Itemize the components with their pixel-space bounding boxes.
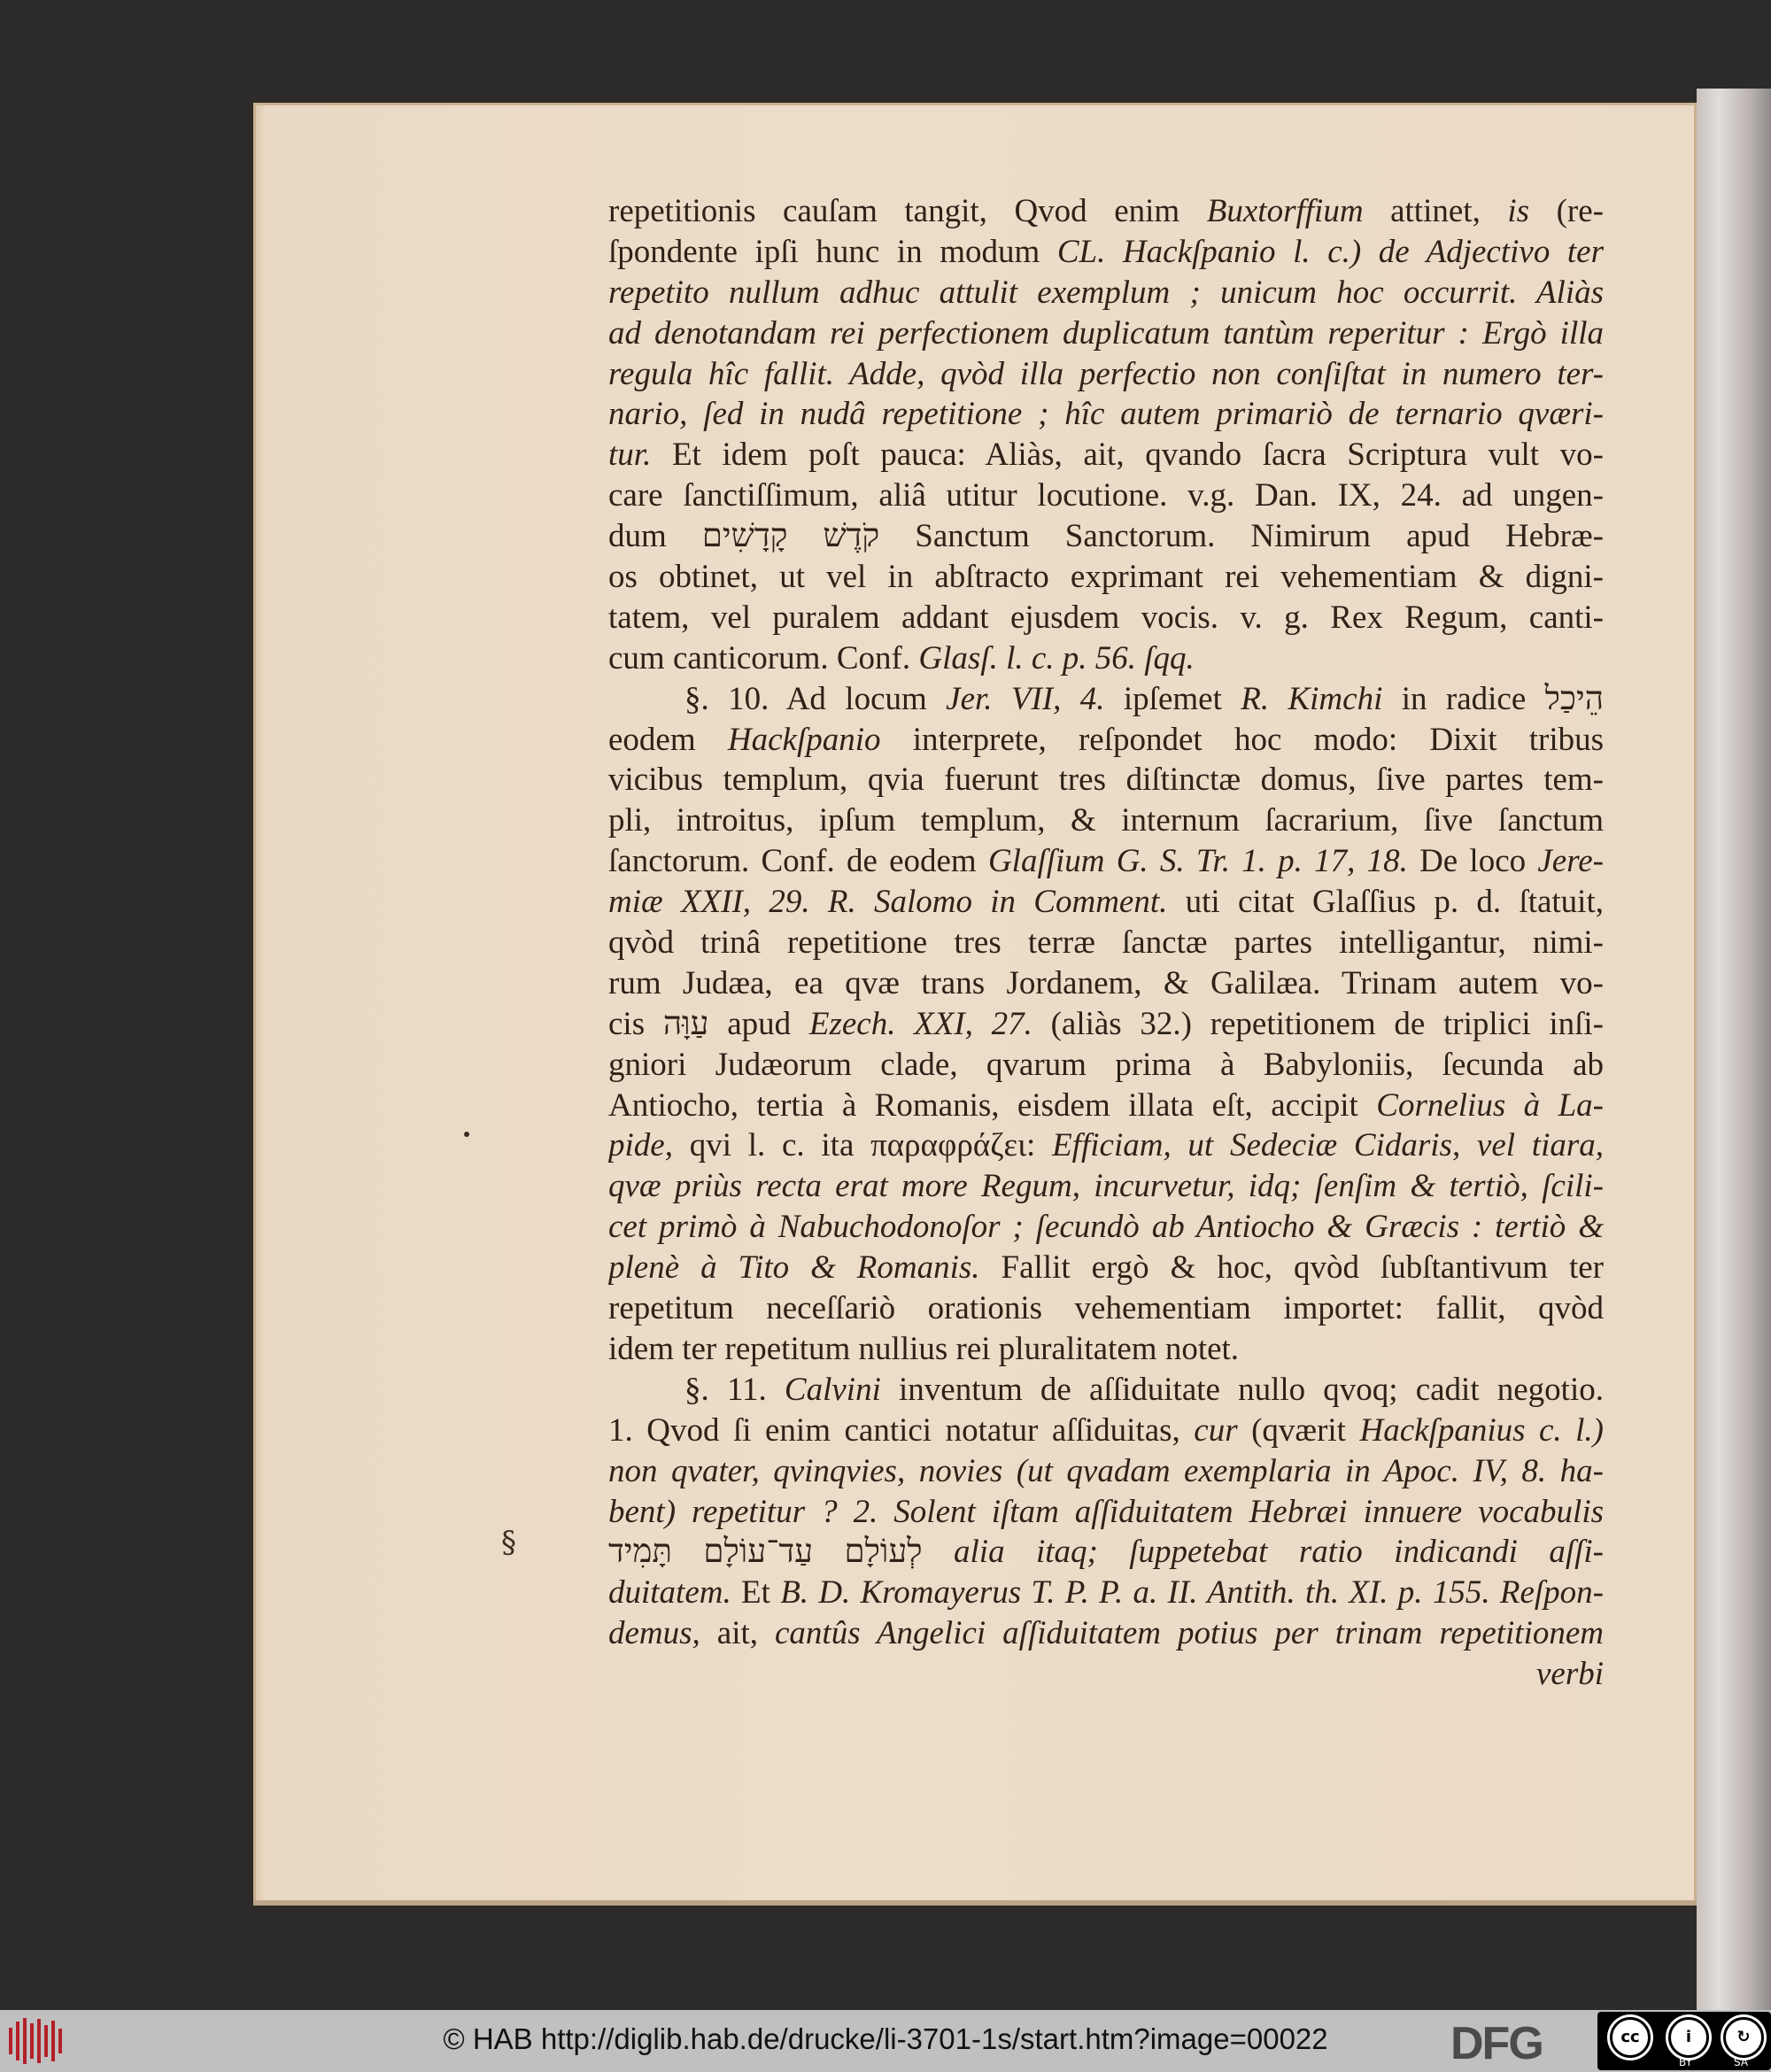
italic-text-segment: miæ XXII, 29. R. Salomo in Comment. bbox=[608, 884, 1168, 921]
italic-text-segment: bent) repetitur ? 2. Solent iſtam aſſiduitatem Hebræi innuere vocabulis bbox=[608, 1493, 1604, 1530]
text-segment: attinet, bbox=[1363, 193, 1508, 229]
cc-by-sa-badge[interactable] bbox=[1597, 2012, 1771, 2070]
text-segment: (re- bbox=[1529, 193, 1604, 229]
text-line bbox=[608, 598, 1604, 638]
italic-text-segment: plenè à Tito & Romanis. bbox=[608, 1249, 980, 1287]
text-segment: Et bbox=[731, 1574, 781, 1612]
text-segment: qvòd trinâ repetitione tres terræ ſanctæ partes intelligantur, nimi- bbox=[608, 924, 1604, 962]
text-segment: 1. Qvod ſi enim cantici notatur aſſiduitas, bbox=[608, 1411, 1195, 1449]
italic-text-segment: Buxtorffium bbox=[1206, 193, 1364, 229]
text-segment: in radice bbox=[1382, 680, 1545, 717]
text-line bbox=[608, 963, 1604, 1004]
text-line bbox=[608, 1125, 1604, 1166]
text-line bbox=[608, 1329, 1604, 1370]
margin-ink-dot bbox=[464, 1132, 469, 1137]
text-segment: לְעוֹלָם עַד־עוֹלָם תָּמִיד bbox=[608, 1534, 923, 1571]
italic-text-segment: Hackſpanius c. l.) bbox=[1359, 1411, 1604, 1449]
text-line bbox=[608, 679, 1604, 720]
text-line bbox=[608, 232, 1604, 273]
text-segment: §. 10. Ad locum bbox=[684, 680, 947, 717]
text-line bbox=[608, 1451, 1604, 1492]
italic-text-segment: regula hîc fallit. Adde, qvòd illa perfectio non conſiſtat in numero ter- bbox=[608, 355, 1604, 392]
italic-text-segment: tur. bbox=[608, 437, 652, 474]
italic-text-segment: R. Kimchi bbox=[1241, 680, 1383, 717]
text-segment: (aliàs 32.) repetitionem de triplici inſi- bbox=[1032, 1005, 1604, 1042]
cc-icon: cc bbox=[1610, 2017, 1651, 2058]
margin-ink-mark-icon: § bbox=[501, 1525, 516, 1560]
italic-text-segment: duitatem. bbox=[608, 1574, 731, 1612]
text-segment: cum canticorum. Conf. bbox=[608, 639, 919, 676]
text-segment: ait, bbox=[700, 1615, 775, 1652]
adjacent-page-edge bbox=[1697, 89, 1771, 2010]
text-segment: Sanctum Sanctorum. Nimirum apud Hebræ- bbox=[879, 518, 1604, 555]
text-line bbox=[608, 923, 1604, 963]
text-segment: repetitionis cauſam tangit, Qvod enim bbox=[608, 193, 1207, 229]
text-line bbox=[608, 638, 1604, 679]
text-line bbox=[608, 1248, 1604, 1288]
text-segment: עַוָּה bbox=[662, 1005, 709, 1042]
sa-share-alike-icon: ↻ bbox=[1723, 2017, 1764, 2058]
text-segment: vicibus templum, qvia fuerunt tres diſtinctæ domus, ſive partes tem- bbox=[608, 762, 1604, 799]
text-line bbox=[608, 516, 1604, 557]
text-segment: os obtinet, ut vel in abſtracto exprimant rei vehementiam & digni- bbox=[608, 559, 1604, 596]
text-segment: (qværit bbox=[1237, 1411, 1360, 1449]
text-segment: Antiocho, tertia à Romanis, eisdem illata eſt, accipit bbox=[608, 1086, 1377, 1124]
text-segment: tatem, vel puralem addant ejusdem vocis. v. g. Rex Regum, canti- bbox=[608, 599, 1604, 636]
italic-text-segment: qvæ priùs recta erat more Regum, incurvetur, idq; ſenſim & tertiò, ſcili- bbox=[608, 1168, 1604, 1205]
text-segment: ſanctorum. Conf. de eodem bbox=[608, 843, 988, 880]
italic-text-segment: Hackſpanio bbox=[727, 721, 881, 758]
italic-text-segment: Jere- bbox=[1537, 843, 1604, 880]
text-line bbox=[608, 1004, 1604, 1045]
text-segment: repetitum neceſſariò orationis vehementiam importet: fallit, qvòd bbox=[608, 1290, 1604, 1327]
text-segment bbox=[923, 1534, 954, 1570]
italic-text-segment: Efficiam, ut Sedeciæ Cidaris, vel tiara, bbox=[1052, 1127, 1604, 1164]
italic-text-segment: repetito nullum adhuc attulit exemplum ; unicum hoc occurrit. Aliàs bbox=[608, 274, 1604, 311]
text-segment: interprete, reſpondet hoc modo: Dixit tribus bbox=[880, 721, 1604, 758]
italic-text-segment: B. D. Kromayerus T. P. P. a. II. Antith. th. XI. p. 155. Reſpon- bbox=[780, 1574, 1604, 1612]
text-line bbox=[608, 273, 1604, 313]
italic-text-segment: is bbox=[1507, 193, 1530, 229]
text-segment: : bbox=[1026, 1127, 1053, 1164]
text-segment: Et idem poſt pauca: Aliàs, ait, qvando ſacra Scriptura vult vo- bbox=[651, 437, 1604, 474]
text-line bbox=[608, 1166, 1604, 1207]
text-line bbox=[608, 435, 1604, 475]
text-segment: care ſanctiſſimum, aliâ utitur locutione. v.g. Dan. IX, 24. ad ungen- bbox=[608, 477, 1604, 514]
text-line bbox=[608, 760, 1604, 800]
text-line bbox=[608, 191, 1604, 232]
text-line bbox=[608, 354, 1604, 395]
text-segment: §. 11. bbox=[684, 1371, 785, 1408]
italic-text-segment: cet primò à Nabuchodonoſor ; ſecundò ab Antiocho & Græcis : tertiò & bbox=[608, 1209, 1604, 1246]
text-segment: ipſemet bbox=[1104, 680, 1241, 717]
sa-label: SA bbox=[1734, 2056, 1749, 2068]
text-line bbox=[608, 1654, 1604, 1695]
text-line bbox=[608, 720, 1604, 761]
page-bottom-edge bbox=[253, 1900, 1697, 1906]
text-line bbox=[608, 1411, 1604, 1451]
text-segment: παραφράζει bbox=[870, 1127, 1027, 1164]
text-segment: qvi l. c. ita bbox=[672, 1127, 871, 1164]
text-line bbox=[608, 1573, 1604, 1613]
text-line bbox=[608, 394, 1604, 435]
italic-text-segment: cantûs Angelici aſſiduitatem potius per trinam repetitionem bbox=[775, 1615, 1604, 1652]
by-attribution-icon: i bbox=[1668, 2017, 1709, 2058]
italic-text-segment: cur bbox=[1194, 1411, 1238, 1449]
text-line bbox=[608, 1492, 1604, 1533]
italic-text-segment: demus, bbox=[608, 1615, 700, 1652]
text-line bbox=[608, 557, 1604, 598]
viewer-footer bbox=[0, 2010, 1771, 2072]
italic-text-segment: alia itaq; ſuppetebat ratio indicandi aſſi- bbox=[954, 1534, 1604, 1571]
text-segment: idem ter repetitum nullius rei pluralitatem notet. bbox=[608, 1330, 1240, 1367]
text-segment: Fallit ergò & hoc, qvòd ſubſtantivum ter bbox=[979, 1249, 1604, 1287]
text-line bbox=[608, 1370, 1604, 1411]
italic-text-segment: pide, bbox=[608, 1127, 673, 1164]
text-line bbox=[608, 1207, 1604, 1248]
text-segment: eodem bbox=[608, 721, 728, 758]
dfg-logo[interactable]: DFG bbox=[1450, 2018, 1543, 2069]
text-line bbox=[608, 1086, 1604, 1126]
text-line bbox=[608, 313, 1604, 354]
text-segment: cis bbox=[608, 1005, 663, 1042]
italic-text-segment: Glaſſium G. S. Tr. 1. p. 17, 18. bbox=[987, 843, 1408, 880]
italic-text-segment: Ezech. XXI, 27. bbox=[808, 1005, 1032, 1042]
text-line bbox=[608, 882, 1604, 923]
text-segment: apud bbox=[708, 1005, 809, 1042]
italic-text-segment: Jer. VII, 4. bbox=[946, 680, 1105, 717]
text-segment: dum bbox=[608, 518, 702, 555]
text-line bbox=[608, 1045, 1604, 1086]
text-segment: gniori Judæorum clade, qvarum prima à Babyloniis, ſecunda ab bbox=[608, 1046, 1604, 1083]
italic-text-segment: Cornelius à La- bbox=[1376, 1086, 1604, 1124]
by-label: BY bbox=[1679, 2056, 1692, 2068]
italic-text-segment: verbi bbox=[1535, 1656, 1604, 1693]
italic-text-segment: ad denotandam rei perfectionem duplicatum tantùm reperitur : Ergò illa bbox=[608, 314, 1604, 352]
text-segment: De loco bbox=[1407, 843, 1538, 880]
text-segment: הֵיכַל bbox=[1544, 680, 1604, 717]
text-segment: קֹדֶשׁ קָדָשִׁים bbox=[701, 518, 880, 555]
copyright-url[interactable]: © HAB http://diglib.hab.de/drucke/li-3701-1s/start.htm?image=00022 bbox=[443, 2022, 1328, 2055]
text-segment: inventum de aſſiduitate nullo qvoq; cadit negotio. bbox=[880, 1371, 1604, 1408]
text-segment: uti citat Glaſſius p. d. ſtatuit, bbox=[1167, 884, 1604, 921]
text-line bbox=[608, 1532, 1604, 1573]
text-line bbox=[608, 1613, 1604, 1654]
italic-text-segment: CL. Hackſpanio l. c.) de Adjectivo ter bbox=[1056, 233, 1604, 270]
text-line bbox=[608, 1288, 1604, 1329]
text-segment: ſpondente ipſi hunc in modum bbox=[608, 233, 1057, 270]
italic-text-segment: non qvater, qvinqvies, novies (ut qvadam exemplaria in Apoc. IV, 8. ha- bbox=[608, 1452, 1604, 1489]
text-segment: rum Judæa, ea qvæ trans Jordanem, & Galilæa. Trinam autem vo- bbox=[608, 964, 1604, 1001]
italic-text-segment: Calvini bbox=[784, 1371, 881, 1408]
text-line bbox=[608, 841, 1604, 882]
italic-text-segment: nario, ſed in nudâ repetitione ; hîc autem primariò de ternario qværi- bbox=[608, 396, 1604, 433]
text-line bbox=[608, 475, 1604, 516]
page-text-block bbox=[608, 191, 1604, 1695]
text-segment: pli, introitus, ipſum templum, & internum ſacrarium, ſive ſanctum bbox=[608, 802, 1604, 839]
text-line bbox=[608, 800, 1604, 841]
italic-text-segment: Glasſ. l. c. p. 56. ſqq. bbox=[918, 639, 1195, 676]
